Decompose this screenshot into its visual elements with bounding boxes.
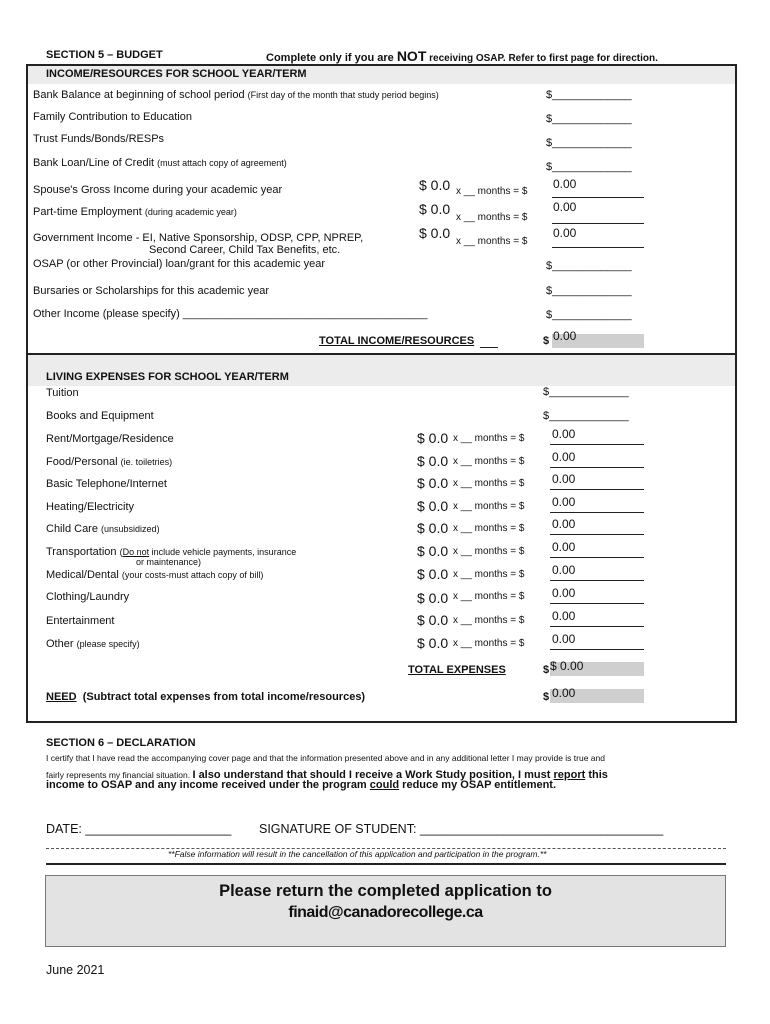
expense-medical-line xyxy=(550,580,644,581)
total-income-value: 0.00 xyxy=(553,329,577,343)
total-income-underline xyxy=(480,347,498,348)
expense-medical-months: x __ months = $ xyxy=(453,569,525,580)
expense-rent-amount[interactable]: 0.00 xyxy=(552,427,576,441)
expense-childcare-rate[interactable]: $ 0.0 xyxy=(417,520,449,536)
expense-phone-rate[interactable]: $ 0.0 xyxy=(417,475,449,491)
expense-rent-months: x __ months = $ xyxy=(453,433,525,444)
income-government-2: Second Career, Child Tax Benefits, etc. xyxy=(149,244,341,256)
total-expenses-dollar: $ xyxy=(543,664,550,676)
section5-note: Complete only if you are NOT receiving OSAP. Refer to first page for direction. xyxy=(266,48,658,64)
expense-transport-line xyxy=(550,557,644,558)
footer-date: June 2021 xyxy=(46,963,105,977)
income-parttime-months: x __ months = $ xyxy=(456,212,528,223)
expense-transport-note2: or maintenance) xyxy=(136,557,202,567)
section5-title: SECTION 5 – BUDGET xyxy=(46,49,163,61)
expense-phone-amount[interactable]: 0.00 xyxy=(552,472,576,486)
income-government-amount[interactable]: 0.00 xyxy=(553,226,577,240)
certify-line-2: fairly represents my financial situation. I also understand that should I receive a Work Study position, I must report this xyxy=(46,769,608,781)
expense-clothing-rate[interactable]: $ 0.0 xyxy=(417,590,449,606)
expense-heating-rate[interactable]: $ 0.0 xyxy=(417,498,449,514)
expense-food-line xyxy=(550,467,644,468)
total-expenses-value: $ 0.00 xyxy=(550,659,584,673)
expense-entertainment-months: x __ months = $ xyxy=(453,615,525,626)
income-trust-field[interactable]: $_____________ xyxy=(546,137,632,149)
expense-phone: Basic Telephone/Internet xyxy=(46,478,167,490)
income-family-field[interactable]: $_____________ xyxy=(546,113,632,125)
expense-other-amount[interactable]: 0.00 xyxy=(552,632,576,646)
expense-tuition: Tuition xyxy=(46,387,79,399)
total-income-label: TOTAL INCOME/RESOURCES xyxy=(319,335,475,347)
expense-rent: Rent/Mortgage/Residence xyxy=(46,433,174,445)
expense-clothing-amount[interactable]: 0.00 xyxy=(552,586,576,600)
expense-clothing: Clothing/Laundry xyxy=(46,591,130,603)
expense-phone-line xyxy=(550,489,644,490)
false-info-note: **False information will result in the cancellation of this application and participation in the program.** xyxy=(168,849,547,859)
return-title: Please return the completed application to xyxy=(219,882,552,900)
expenses-header: LIVING EXPENSES FOR SCHOOL YEAR/TERM xyxy=(46,371,289,383)
income-spouse-rate[interactable]: $ 0.0 xyxy=(419,177,451,193)
separator-solid xyxy=(46,863,726,865)
expense-other-months: x __ months = $ xyxy=(453,638,525,649)
income-other-field[interactable]: $_____________ xyxy=(546,309,632,321)
income-bank-balance: Bank Balance at beginning of school period (First day of the month that study period begins) xyxy=(33,89,439,101)
income-spouse-line xyxy=(552,197,644,198)
signature-field[interactable]: SIGNATURE OF STUDENT: ___________________________________ xyxy=(259,822,664,836)
expense-medical-amount[interactable]: 0.00 xyxy=(552,563,576,577)
need-dollar: $ xyxy=(543,691,550,703)
section6-title: SECTION 6 – DECLARATION xyxy=(46,737,196,749)
income-spouse-amount[interactable]: 0.00 xyxy=(553,177,577,191)
expense-medical-rate[interactable]: $ 0.0 xyxy=(417,566,449,582)
income-bank-loan: Bank Loan/Line of Credit (must attach copy of agreement) xyxy=(33,157,287,169)
need-label: NEED (Subtract total expenses from total income/resources) xyxy=(46,691,366,703)
expense-food-amount[interactable]: 0.00 xyxy=(552,450,576,464)
expense-rent-rate[interactable]: $ 0.0 xyxy=(417,430,449,446)
expense-heating: Heating/Electricity xyxy=(46,501,135,513)
income-bank-balance-field[interactable]: $_____________ xyxy=(546,89,632,101)
expense-other-line xyxy=(550,649,644,650)
return-box xyxy=(45,875,726,947)
income-family: Family Contribution to Education xyxy=(33,111,192,123)
income-government-rate[interactable]: $ 0.0 xyxy=(419,225,451,241)
income-government-line xyxy=(552,247,644,248)
need-value: 0.00 xyxy=(552,686,576,700)
expense-entertainment: Entertainment xyxy=(46,615,115,627)
income-spouse-months: x __ months = $ xyxy=(456,186,528,197)
income-government: Government Income - EI, Native Sponsorship, ODSP, CPP, NPREP, xyxy=(33,232,364,244)
income-osap: OSAP (or other Provincial) loan/grant for this academic year xyxy=(33,258,326,270)
expense-childcare-line xyxy=(550,534,644,535)
expense-transport-rate[interactable]: $ 0.0 xyxy=(417,543,449,559)
total-income-dollar: $ xyxy=(543,335,550,347)
income-spouse: Spouse's Gross Income during your academic year xyxy=(33,184,283,196)
date-field[interactable]: DATE: _____________________ xyxy=(46,822,232,836)
income-other: Other Income (please specify) ________________________________________ xyxy=(33,308,428,320)
expense-childcare-amount[interactable]: 0.00 xyxy=(552,517,576,531)
expense-entertainment-amount[interactable]: 0.00 xyxy=(552,609,576,623)
expense-tuition-field[interactable]: $_____________ xyxy=(543,386,629,398)
expense-transport-amount[interactable]: 0.00 xyxy=(552,540,576,554)
income-parttime-line xyxy=(552,223,644,224)
expense-food-months: x __ months = $ xyxy=(453,456,525,467)
income-osap-field[interactable]: $_____________ xyxy=(546,260,632,272)
expense-transport-months: x __ months = $ xyxy=(453,546,525,557)
income-government-months: x __ months = $ xyxy=(456,236,528,247)
income-bursaries-field[interactable]: $_____________ xyxy=(546,285,632,297)
certify-line-1: I certify that I have read the accompanying cover page and that the information presented above and in any additional letter I may provide is true and xyxy=(46,753,605,763)
expense-books-field[interactable]: $_____________ xyxy=(543,410,629,422)
expense-medical: Medical/Dental (your costs-must attach copy of bill) xyxy=(46,569,264,581)
expense-childcare-months: x __ months = $ xyxy=(453,523,525,534)
income-header: INCOME/RESOURCES FOR SCHOOL YEAR/TERM xyxy=(46,68,307,80)
income-parttime-amount[interactable]: 0.00 xyxy=(553,200,577,214)
expense-heating-months: x __ months = $ xyxy=(453,501,525,512)
expense-other: Other (please specify) xyxy=(46,638,140,650)
expense-entertainment-rate[interactable]: $ 0.0 xyxy=(417,612,449,628)
expense-other-rate[interactable]: $ 0.0 xyxy=(417,635,449,651)
expense-transport: Transportation (Do not include vehicle payments, insurance xyxy=(46,546,297,558)
expense-books: Books and Equipment xyxy=(46,410,154,422)
expense-entertainment-line xyxy=(550,626,644,627)
certify-line-3: income to OSAP and any income received under the program could reduce my OSAP entitlement. xyxy=(46,779,557,791)
expense-rent-line xyxy=(550,444,644,445)
total-expenses-label: TOTAL EXPENSES xyxy=(408,664,506,676)
expense-clothing-line xyxy=(550,603,644,604)
income-trust: Trust Funds/Bonds/RESPs xyxy=(33,133,165,145)
expense-heating-amount[interactable]: 0.00 xyxy=(552,495,576,509)
income-bursaries: Bursaries or Scholarships for this academic year xyxy=(33,285,269,297)
expense-food-rate[interactable]: $ 0.0 xyxy=(417,453,449,469)
income-parttime-rate[interactable]: $ 0.0 xyxy=(419,201,451,217)
income-bank-loan-field[interactable]: $_____________ xyxy=(546,161,632,173)
expense-childcare: Child Care (unsubsidized) xyxy=(46,523,160,535)
expense-food: Food/Personal (ie. toiletries) xyxy=(46,456,173,468)
income-parttime: Part-time Employment (during academic year) xyxy=(33,206,237,218)
expense-clothing-months: x __ months = $ xyxy=(453,591,525,602)
return-email[interactable]: finaid@canadorecollege.ca xyxy=(288,904,483,921)
expense-heating-line xyxy=(550,512,644,513)
expense-phone-months: x __ months = $ xyxy=(453,478,525,489)
